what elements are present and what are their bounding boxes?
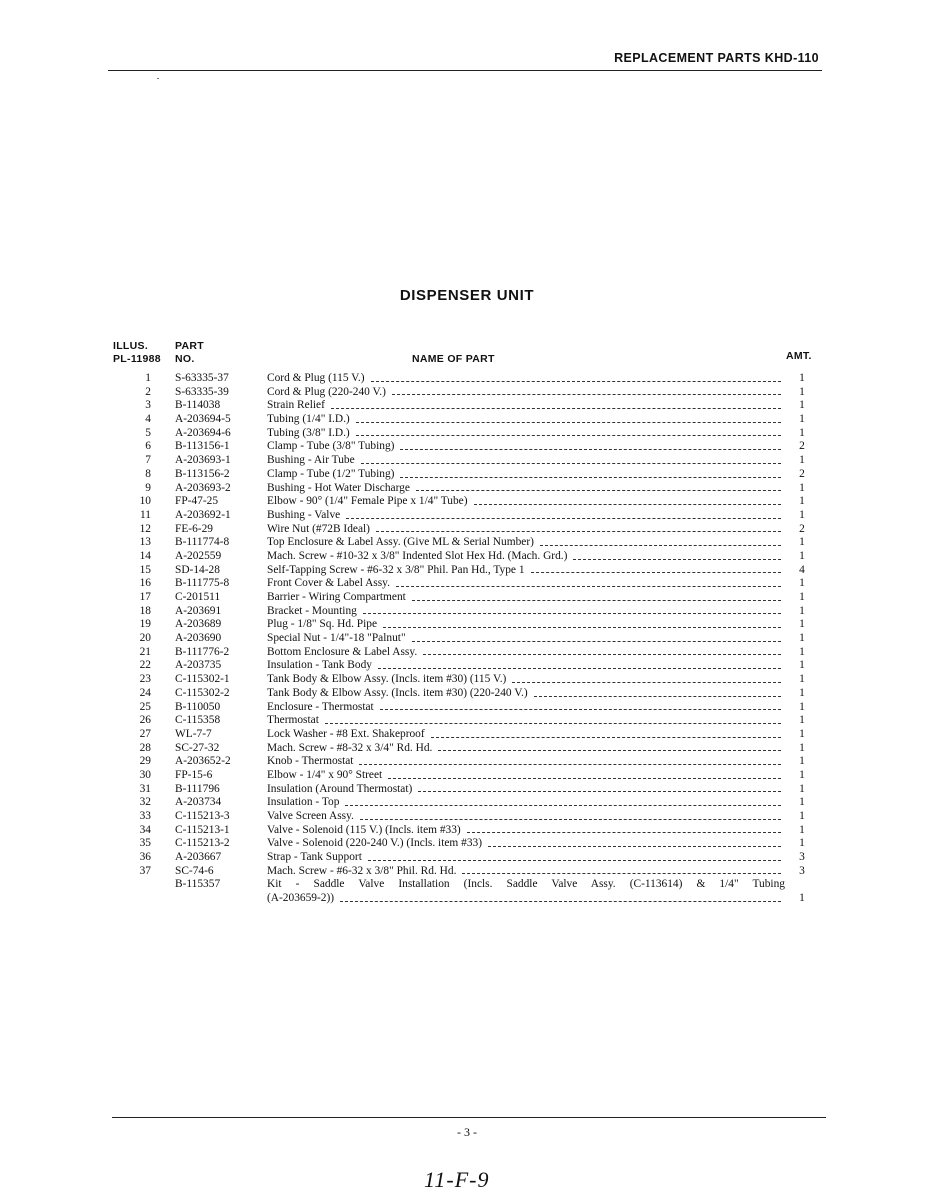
part-name: Bushing - Valve: [267, 508, 341, 521]
dash-leader: [412, 632, 781, 642]
part-name-cell: [267, 399, 785, 413]
part-name-cell: [267, 618, 785, 632]
column-header-illus-line2: PL-11988: [113, 353, 161, 365]
dash-leader: [512, 673, 781, 683]
part-number: A-203652-2: [175, 755, 231, 768]
part-name-cell: [267, 673, 785, 687]
table-row: [0, 495, 944, 509]
table-row: [0, 659, 944, 673]
part-name-cell: [267, 714, 785, 728]
dash-leader: [396, 577, 781, 587]
part-name-cell: [267, 509, 785, 523]
part-number: FE-6-29: [175, 522, 213, 535]
illus-number: 32: [139, 796, 151, 809]
amount: 1: [799, 604, 805, 617]
column-header-name: NAME OF PART: [412, 353, 495, 365]
table-row: [0, 577, 944, 591]
part-name: Elbow - 90° (1/4" Female Pipe x 1/4" Tube): [267, 495, 468, 508]
amount: 1: [799, 632, 805, 645]
part-name-cell: [267, 591, 785, 605]
part-name: Barrier - Wiring Compartment: [267, 591, 406, 603]
part-name: Tubing (3/8" I.D.): [267, 426, 350, 439]
dash-leader: [331, 399, 781, 409]
footer-divider: [112, 1117, 826, 1118]
column-header-amt: AMT.: [786, 350, 812, 362]
dash-leader: [380, 701, 781, 711]
dash-leader: [412, 591, 781, 601]
dash-leader: [383, 618, 781, 628]
part-name: Strain Relief: [267, 399, 325, 412]
part-name: Tubing (1/4" I.D.): [267, 413, 350, 426]
amount: 1: [799, 686, 805, 699]
dash-leader: [360, 810, 781, 820]
illus-number: 29: [139, 755, 151, 768]
part-number: C-115302-2: [175, 686, 230, 699]
part-name: Bottom Enclosure & Label Assy.: [267, 645, 418, 658]
part-number: C-115358: [175, 714, 221, 727]
part-name-cell: [267, 523, 785, 537]
illus-number: 31: [139, 782, 151, 795]
illus-number: 21: [139, 645, 151, 658]
part-number: C-115213-1: [175, 823, 230, 836]
amount: 2: [799, 467, 805, 480]
dash-leader: [368, 851, 781, 861]
table-row: [0, 755, 944, 769]
amount: 1: [799, 549, 805, 562]
illus-number: 16: [139, 577, 151, 590]
illus-number: 1: [145, 372, 151, 384]
illus-number: 18: [139, 604, 151, 617]
illus-number: 36: [139, 851, 151, 864]
part-number: B-111774-8: [175, 536, 230, 549]
illus-number: 9: [145, 481, 151, 494]
amount: 1: [799, 673, 805, 686]
dash-leader: [356, 413, 781, 423]
page-number: - 3 -: [457, 1125, 477, 1139]
amount: 2: [799, 440, 805, 453]
illus-number: 23: [139, 673, 151, 686]
part-name-cell: [267, 646, 785, 660]
dash-leader: [418, 783, 781, 793]
part-name: Cord & Plug (115 V.): [267, 372, 365, 384]
amount: 1: [799, 454, 805, 467]
dash-leader: [340, 892, 781, 902]
part-number: C-115213-2: [175, 837, 230, 850]
part-number: FP-15-6: [175, 768, 213, 781]
part-name: Front Cover & Label Assy.: [267, 577, 390, 590]
column-header-part-line1: PART: [175, 340, 205, 352]
dash-leader: [345, 796, 781, 806]
part-name-cell: [267, 386, 785, 400]
part-number: A-203691: [175, 604, 222, 617]
part-name-cell: [267, 851, 785, 865]
part-name-cell: [267, 495, 785, 509]
part-name-cell: [267, 755, 785, 769]
amount: 3: [799, 851, 805, 864]
dash-leader: [431, 728, 781, 738]
illus-number: 8: [145, 467, 151, 480]
part-name: Thermostat: [267, 714, 319, 727]
illus-number: 35: [139, 837, 151, 850]
part-name-cell: [267, 783, 785, 797]
column-header-illus-line1: ILLUS.: [113, 340, 149, 352]
illus-number: 12: [139, 522, 151, 535]
part-name: Valve - Solenoid (220-240 V.) (Incls. item #33): [267, 837, 483, 850]
part-name-cell: [267, 824, 785, 838]
part-number: SD-14-28: [175, 563, 220, 576]
illus-number: 6: [145, 440, 151, 453]
dash-leader: [534, 687, 781, 697]
part-name-cell: [267, 687, 785, 701]
table-row: [0, 618, 944, 632]
part-name: Bushing - Hot Water Discharge: [267, 481, 410, 494]
part-name-cell: [267, 796, 785, 810]
amount: 1: [799, 659, 805, 672]
illus-number: 33: [139, 810, 151, 822]
illus-number: 2: [145, 385, 151, 398]
handwritten-note: 11-F-9: [424, 1167, 490, 1192]
header-divider: [108, 70, 822, 71]
part-name-cell: [267, 742, 785, 756]
illus-number: 15: [139, 563, 151, 576]
part-number: FP-47-25: [175, 495, 219, 508]
amount: 1: [799, 385, 805, 398]
illus-number: 37: [139, 864, 151, 877]
table-row: [0, 427, 944, 441]
part-name-cell: [267, 605, 785, 619]
table-row: [0, 851, 944, 865]
scan-speck: [157, 78, 159, 79]
part-name: Wire Nut (#72B Ideal): [267, 522, 370, 535]
part-name-cell: [267, 550, 785, 564]
table-row: [0, 701, 944, 715]
part-number: A-203734: [175, 796, 222, 809]
table-row: [0, 769, 944, 783]
part-name: Knob - Thermostat: [267, 755, 354, 768]
dash-leader: [423, 646, 781, 656]
dash-leader: [488, 837, 781, 847]
amount: 1: [799, 700, 805, 713]
table-row: [0, 550, 944, 564]
part-number: A-203693-2: [175, 481, 231, 494]
amount: 1: [799, 399, 805, 412]
table-row: [0, 742, 944, 756]
part-name: Lock Washer - #8 Ext. Shakeproof: [267, 727, 425, 740]
dash-leader: [474, 495, 781, 505]
illus-number: 20: [139, 632, 151, 645]
part-name: Bracket - Mounting: [267, 604, 357, 617]
part-name: Tank Body & Elbow Assy. (Incls. item #30) (115 V.): [267, 673, 507, 686]
dash-leader: [400, 468, 781, 478]
part-number: B-111776-2: [175, 645, 230, 658]
part-name: Bushing - Air Tube: [267, 454, 355, 467]
dash-leader: [540, 536, 781, 546]
part-number: C-115213-3: [175, 810, 230, 822]
table-row: [0, 454, 944, 468]
illus-number: 27: [139, 727, 151, 740]
part-name: Mach. Screw - #8-32 x 3/4" Rd. Hd.: [267, 741, 433, 754]
amount: 1: [799, 823, 805, 836]
part-name-cell: [267, 577, 785, 591]
illus-number: 5: [145, 426, 151, 439]
part-number: A-203690: [175, 632, 222, 645]
part-name-cell: [267, 701, 785, 715]
illus-number: 17: [139, 591, 151, 603]
part-name-line2: (A-203659-2)): [267, 892, 335, 905]
amount: 1: [799, 892, 805, 905]
table-row: [0, 523, 944, 537]
part-number: B-114038: [175, 399, 221, 412]
part-name-cell: [267, 659, 785, 673]
part-name: Clamp - Tube (3/8" Tubing): [267, 440, 395, 453]
dash-leader: [467, 824, 781, 834]
part-number: A-203694-5: [175, 413, 231, 426]
parts-list: [0, 372, 944, 906]
amount: 1: [799, 536, 805, 549]
dash-leader: [392, 386, 781, 396]
table-row: [0, 605, 944, 619]
table-row: [0, 837, 944, 851]
table-row: [0, 728, 944, 742]
amount: 2: [799, 522, 805, 535]
illus-number: 24: [139, 686, 151, 699]
table-row: [0, 482, 944, 496]
table-row: [0, 372, 944, 386]
table-row: [0, 591, 944, 605]
part-name: Self-Tapping Screw - #6-32 x 3/8" Phil. Pan Hd., Type 1: [267, 563, 525, 576]
section-title: DISPENSER UNIT: [399, 287, 535, 304]
amount: 1: [799, 714, 805, 727]
amount: 1: [799, 495, 805, 508]
part-name: Mach. Screw - #6-32 x 3/8" Phil. Rd. Hd.: [267, 864, 457, 877]
part-name: Valve Screen Assy.: [267, 810, 354, 822]
table-row: [0, 687, 944, 701]
part-number: A-203694-6: [175, 426, 231, 439]
table-row: [0, 413, 944, 427]
amount: 1: [799, 741, 805, 754]
amount: 1: [799, 426, 805, 439]
part-name-cell: [267, 865, 785, 879]
part-name: Elbow - 1/4" x 90° Street: [267, 768, 383, 781]
table-row: [0, 399, 944, 413]
dash-leader: [356, 427, 781, 437]
table-row: [0, 810, 944, 824]
illus-number: 3: [145, 399, 151, 412]
part-name-cell: [267, 440, 785, 454]
amount: 1: [799, 413, 805, 426]
part-name-cell: [267, 372, 785, 386]
illus-number: 26: [139, 714, 151, 727]
part-name-cell: [267, 482, 785, 496]
table-row: [0, 714, 944, 728]
part-name-cell: [267, 878, 785, 905]
illus-number: 10: [139, 495, 151, 508]
column-header-part-line2: NO.: [175, 353, 195, 365]
table-row: [0, 824, 944, 838]
part-name: Plug - 1/8" Sq. Hd. Pipe: [267, 618, 378, 631]
amount: 1: [799, 481, 805, 494]
part-name-cell: [267, 413, 785, 427]
part-number: A-203693-1: [175, 454, 231, 467]
dash-leader: [531, 564, 781, 574]
table-row: [0, 564, 944, 578]
amount: 1: [799, 618, 805, 631]
part-name: Valve - Solenoid (115 V.) (Incls. item #33): [267, 823, 461, 836]
amount: 1: [799, 768, 805, 781]
table-row: [0, 796, 944, 810]
table-row: [0, 632, 944, 646]
dash-leader: [438, 742, 781, 752]
part-number: SC-74-6: [175, 864, 214, 877]
dash-leader: [371, 372, 781, 382]
part-name: Top Enclosure & Label Assy. (Give ML & Serial Number): [267, 536, 534, 549]
part-name-cell: [267, 810, 785, 824]
amount: 1: [799, 645, 805, 658]
table-row: [0, 646, 944, 660]
dash-leader: [378, 659, 781, 669]
table-row: [0, 783, 944, 797]
illus-number: 13: [139, 536, 151, 549]
part-name: Enclosure - Thermostat: [267, 700, 374, 713]
illus-number: 34: [139, 823, 151, 836]
part-number: S-63335-37: [175, 372, 229, 384]
part-name-cell: [267, 564, 785, 578]
amount: 1: [799, 591, 805, 603]
part-name: Special Nut - 1/4"-18 "Palnut": [267, 632, 406, 645]
part-name-cell: [267, 454, 785, 468]
illus-number: 30: [139, 768, 151, 781]
table-row: [0, 468, 944, 482]
part-name: Tank Body & Elbow Assy. (Incls. item #30) (220-240 V.): [267, 686, 528, 699]
part-number: A-202559: [175, 549, 222, 562]
amount: 1: [799, 810, 805, 822]
part-number: A-203689: [175, 618, 222, 631]
dash-leader: [376, 523, 781, 533]
dash-leader: [359, 755, 781, 765]
part-number: C-115302-1: [175, 673, 230, 686]
part-number: A-203735: [175, 659, 222, 672]
illus-number: 28: [139, 741, 151, 754]
part-number: WL-7-7: [175, 727, 212, 740]
part-name-cell: [267, 536, 785, 550]
part-number: B-110050: [175, 700, 221, 713]
part-number: S-63335-39: [175, 385, 229, 398]
illus-number: 11: [140, 508, 151, 521]
amount: 1: [799, 508, 805, 521]
dash-leader: [416, 482, 781, 492]
table-row: [0, 673, 944, 687]
part-number: A-203667: [175, 851, 222, 864]
part-name-cell: [267, 468, 785, 482]
amount: 1: [799, 372, 805, 384]
part-name-line2-wrap: [267, 892, 785, 906]
illus-number: 14: [139, 549, 151, 562]
part-number: B-113156-1: [175, 440, 230, 453]
part-number: B-111775-8: [175, 577, 230, 590]
dash-leader: [361, 454, 781, 464]
amount: 1: [799, 796, 805, 809]
amount: 1: [799, 755, 805, 768]
part-name-cell: [267, 427, 785, 441]
part-name-cell: [267, 837, 785, 851]
part-number: B-115357: [175, 878, 221, 891]
table-row: [0, 878, 944, 905]
dash-leader: [573, 550, 781, 560]
part-name-line1: Kit - Saddle Valve Installation (Incls. Saddle Valve Assy. (C-113614) & 1/4" Tubing: [267, 878, 785, 891]
part-name-cell: [267, 769, 785, 783]
table-row: [0, 386, 944, 400]
table-row: [0, 509, 944, 523]
illus-number: 7: [145, 454, 151, 467]
table-row: [0, 536, 944, 550]
amount: 1: [799, 577, 805, 590]
illus-number: 19: [139, 618, 151, 631]
part-number: B-113156-2: [175, 467, 230, 480]
amount: 1: [799, 727, 805, 740]
page-header-title: REPLACEMENT PARTS KHD-110: [614, 51, 819, 65]
part-name: Cord & Plug (220-240 V.): [267, 385, 386, 398]
part-number: B-111796: [175, 782, 220, 795]
amount: 1: [799, 782, 805, 795]
part-number: A-203692-1: [175, 508, 231, 521]
part-name: Insulation - Top: [267, 796, 340, 809]
dash-leader: [363, 605, 781, 615]
part-name: Clamp - Tube (1/2" Tubing): [267, 467, 395, 480]
part-name: Strap - Tank Support: [267, 851, 362, 864]
part-name-cell: [267, 632, 785, 646]
table-row: [0, 440, 944, 454]
part-name-cell: [267, 728, 785, 742]
part-number: C-201511: [175, 591, 221, 603]
dash-leader: [400, 440, 781, 450]
dash-leader: [462, 865, 781, 875]
amount: 3: [799, 864, 805, 877]
part-name: Insulation (Around Thermostat): [267, 782, 413, 795]
dash-leader: [346, 509, 781, 519]
dash-leader: [388, 769, 781, 779]
amount: 4: [799, 563, 805, 576]
amount: 1: [799, 837, 805, 850]
dash-leader: [325, 714, 781, 724]
table-row: [0, 865, 944, 879]
illus-number: 25: [139, 700, 151, 713]
part-name: Mach. Screw - #10-32 x 3/8" Indented Slot Hex Hd. (Mach. Grd.): [267, 549, 568, 562]
illus-number: 4: [145, 413, 151, 426]
illus-number: 22: [139, 659, 151, 672]
part-number: SC-27-32: [175, 741, 220, 754]
part-name: Insulation - Tank Body: [267, 659, 372, 672]
